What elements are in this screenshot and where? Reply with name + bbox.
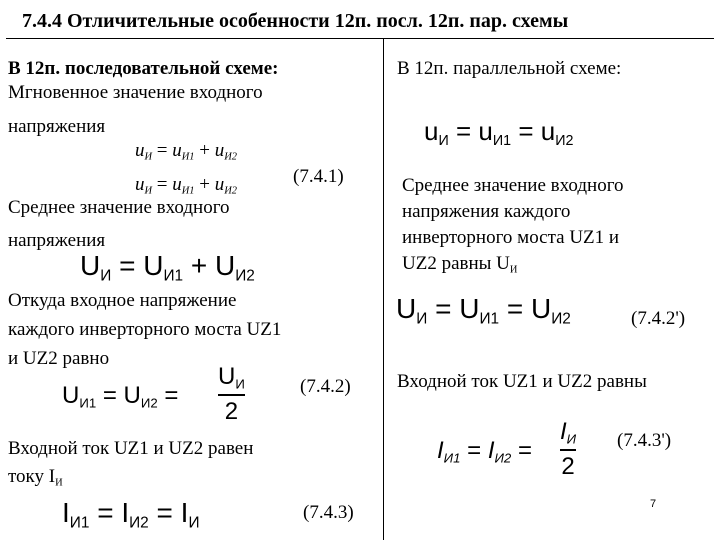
eq-label-7-4-1: (7.4.1) [293, 166, 344, 187]
right-text1-line2: напряжения каждого [402, 201, 571, 222]
left-text1-line2: напряжения [8, 116, 106, 137]
right-eq3-fraction: $I_И$ 2 [560, 418, 577, 480]
left-eq1-lower: $u_И = u_{И1} + u_{И2}$ [135, 174, 238, 197]
right-text1-line1: Среднее значение входного [402, 175, 624, 196]
right-text1-line3: инверторного моста UZ1 и [402, 227, 620, 248]
right-eq1: $u_И = u_{И1} = u_{И2}$ [424, 116, 574, 149]
page-number: 7 [650, 498, 657, 510]
left-text3-line1: Откуда входное напряжение [8, 290, 237, 311]
right-eq3: $I_{И1} = I_{И2}$ = [437, 437, 532, 466]
title-divider [6, 38, 714, 39]
left-eq4: $I_{И1} = I_{И2} = I_И$ [62, 497, 200, 532]
left-text2-line1: Среднее значение входного [8, 197, 230, 218]
right-heading: В 12п. параллельной схеме: [397, 58, 622, 79]
left-text3-line3: и UZ2 равно [8, 348, 110, 369]
left-eq2: $U_И = U_{И1} + U_{И2}$ [80, 250, 255, 285]
eq-label-7-4-3: (7.4.3) [303, 502, 354, 523]
left-eq3-fraction: $U_И$ 2 [218, 363, 245, 425]
eq-label-7-4-2-prime: (7.4.2') [631, 308, 686, 329]
right-text1-line4: UZ2 равны $U_И$ [402, 253, 518, 276]
left-text4-line1: Входной ток UZ1 и UZ2 равен [8, 438, 254, 459]
left-text4-line2: току $I_И$ [8, 466, 63, 489]
slide-title: 7.4.4 Отличительные особенности 12п. посл. 12п. пар. схемы [22, 10, 569, 32]
left-text2-line2: напряжения [8, 230, 106, 251]
column-divider [383, 38, 384, 540]
right-text2: Входной ток UZ1 и UZ2 равны [397, 371, 647, 392]
left-eq3: $U_{И1} = U_{И2}$ = [62, 382, 179, 411]
eq-label-7-4-3-prime: (7.4.3') [617, 430, 672, 451]
left-text1-line1: Мгновенное значение входного [8, 82, 263, 103]
left-text3-line2: каждого инверторного моста UZ1 [8, 319, 282, 340]
left-eq1-upper: $u_И = u_{И1} + u_{И2}$ [135, 140, 238, 163]
eq-label-7-4-2: (7.4.2) [300, 376, 351, 397]
right-eq2: $U_И = U_{И1} = U_{И2}$ [396, 293, 571, 328]
left-heading: В 12п. последовательной схеме: [8, 58, 279, 79]
